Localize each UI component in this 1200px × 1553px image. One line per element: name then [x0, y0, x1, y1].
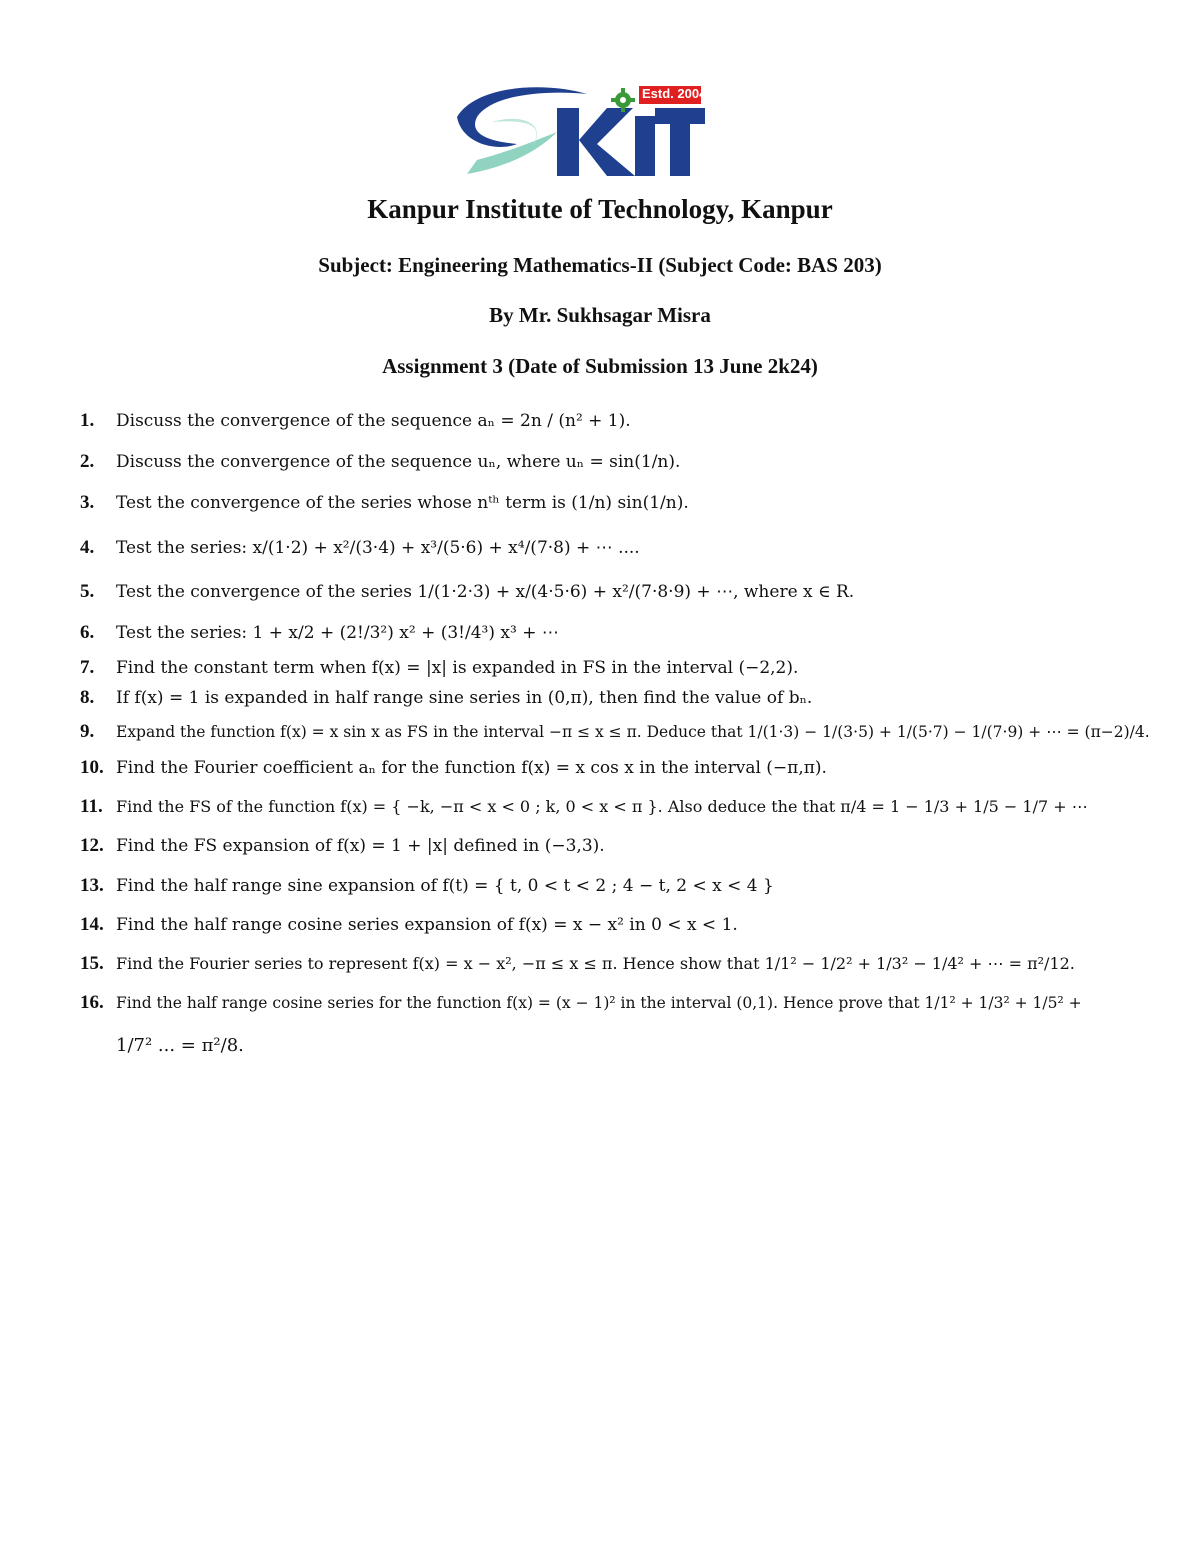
question-text: Test the series: x/(1·2) + x²/(3·4) + x³/(5·6) + x⁴/(7·8) + ⋯ ....	[116, 538, 640, 558]
question-12	[80, 835, 1160, 857]
author-line: By Mr. Sukhsagar Misra	[489, 303, 711, 327]
kit-logo	[437, 82, 707, 182]
question-text: Find the Fourier coefficient aₙ for the function f(x) = x cos x in the interval (−π,π).	[116, 758, 827, 778]
question-number: 3.	[80, 492, 95, 513]
institute-title: Kanpur Institute of Technology, Kanpur	[367, 194, 833, 224]
question-8	[80, 687, 1160, 709]
question-10	[80, 757, 1160, 779]
question-number: 16.	[80, 992, 104, 1013]
question-16	[80, 992, 1160, 1014]
question-3	[80, 492, 1160, 514]
question-number: 4.	[80, 537, 95, 558]
question-text: Find the half range cosine series for the function f(x) = (x − 1)² in the interval (0,1). Hence prove that 1/1² + 1/3² + 1/5² +	[116, 994, 1082, 1012]
question-4	[80, 537, 1160, 559]
subject-line: Subject: Engineering Mathematics-II (Subject Code: BAS 203)	[318, 253, 882, 277]
question-14	[80, 914, 1160, 936]
question-text: Find the Fourier series to represent f(x) = x − x², −π ≤ x ≤ π. Hence show that 1/1² − 1/2² + 1/3² − 1/4² + ⋯ = π²/12.	[116, 954, 1075, 973]
question-text: If f(x) = 1 is expanded in half range sine series in (0,π), then find the value of bₙ.	[116, 688, 813, 708]
question-15	[80, 953, 1160, 975]
question-text: Discuss the convergence of the sequence uₙ, where uₙ = sin(1/n).	[116, 452, 681, 472]
question-number: 1.	[80, 410, 95, 431]
question-number: 13.	[80, 875, 104, 896]
question-9	[80, 721, 1160, 743]
question-text: Find the half range cosine series expansion of f(x) = x − x² in 0 < x < 1.	[116, 915, 738, 935]
question-number: 11.	[80, 796, 103, 817]
question-text: Discuss the convergence of the sequence aₙ = 2n / (n² + 1).	[116, 411, 631, 431]
question-number: 10.	[80, 757, 104, 778]
question-number: 6.	[80, 622, 95, 643]
question-text: Find the half range sine expansion of f(t) = { t, 0 < t < 2 ; 4 − t, 2 < x < 4 }	[116, 876, 774, 896]
question-number: 8.	[80, 687, 95, 708]
question-text: Expand the function f(x) = x sin x as FS in the interval −π ≤ x ≤ π. Deduce that 1/(1·3) − 1/(3·5) + 1/(5·7) − 1/(7·9) + ⋯ = (π−2)/4.	[116, 723, 1150, 741]
assignment-line: Assignment 3 (Date of Submission 13 June 2k24)	[382, 354, 818, 378]
question-number: 2.	[80, 451, 95, 472]
question-2	[80, 451, 1160, 473]
question-text: Find the FS expansion of f(x) = 1 + |x| defined in (−3,3).	[116, 836, 605, 856]
question-1	[80, 410, 1160, 432]
question-number: 15.	[80, 953, 104, 974]
question-number: 5.	[80, 581, 95, 602]
question-13	[80, 875, 1160, 897]
question-number: 12.	[80, 835, 104, 856]
question-number: 7.	[80, 657, 95, 678]
question-text: Find the FS of the function f(x) = { −k, −π < x < 0 ; k, 0 < x < π }. Also deduce the that π/4 = 1 − 1/3 + 1/5 − 1/7 + ⋯	[116, 797, 1088, 816]
question-text: Test the convergence of the series whose nᵗʰ term is (1/n) sin(1/n).	[116, 493, 689, 513]
question-16-continuation: 1/7² ... = π²/8.	[116, 1035, 244, 1056]
question-text: Find the constant term when f(x) = |x| is expanded in FS in the interval (−2,2).	[116, 658, 799, 678]
question-11	[80, 796, 1160, 818]
question-text: Test the series: 1 + x/2 + (2!/3²) x² + (3!/4³) x³ + ⋯	[116, 623, 559, 643]
question-6	[80, 622, 1160, 644]
logo-badge-text: Estd. 2004	[642, 86, 707, 101]
question-number: 9.	[80, 721, 95, 742]
question-7	[80, 657, 1160, 679]
question-text: Test the convergence of the series 1/(1·2·3) + x/(4·5·6) + x²/(7·8·9) + ⋯, where x ∈ R.	[116, 582, 855, 602]
question-number: 14.	[80, 914, 104, 935]
question-5	[80, 581, 1160, 603]
